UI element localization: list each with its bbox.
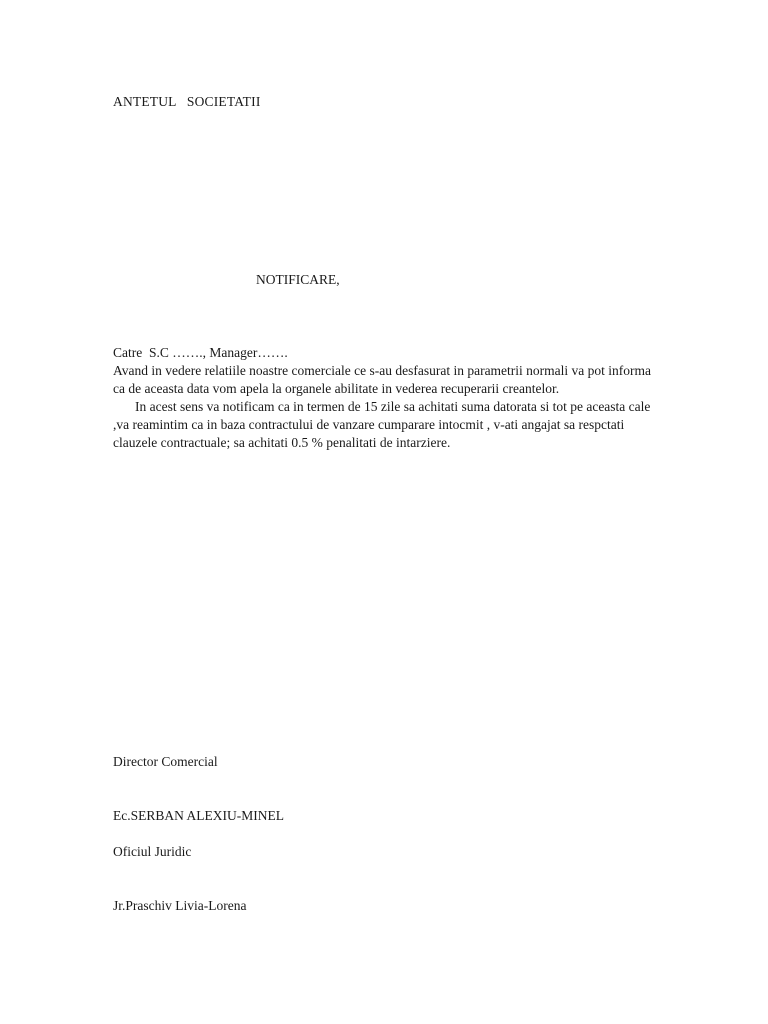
signature-name: Ec.SERBAN ALEXIU-MINEL: [113, 808, 284, 823]
signature-block-legal: [113, 807, 246, 951]
signature-name: Jr.Praschiv Livia-Lorena: [113, 898, 247, 913]
paragraph-intro: Avand in vedere relatiile noastre comerciale ce s-au desfasurat in parametrii normali va pot informa ca de aceasta data vom apela la organele abilitate in vederea recuperarii creantelor.: [113, 363, 652, 396]
recipient-line: Catre S.C ……., Manager…….: [113, 345, 288, 360]
paragraph-notice: In acest sens va notificam ca in termen de 15 zile sa achitati suma datorata si tot pe aceasta cale ,va reamintim ca in baza contractului de vanzare cumparare intocmit , v-ati angajat sa respctati clauzele contractuale; sa achitati 0.5 % penalitati de intarziere.: [113, 399, 651, 450]
signature-role: Director Comercial: [113, 754, 218, 769]
document-title: NOTIFICARE,: [256, 272, 340, 287]
company-letterhead: ANTETUL SOCIETATII: [113, 94, 261, 109]
letter-body: [113, 344, 653, 452]
signature-role: Oficiul Juridic: [113, 844, 192, 859]
